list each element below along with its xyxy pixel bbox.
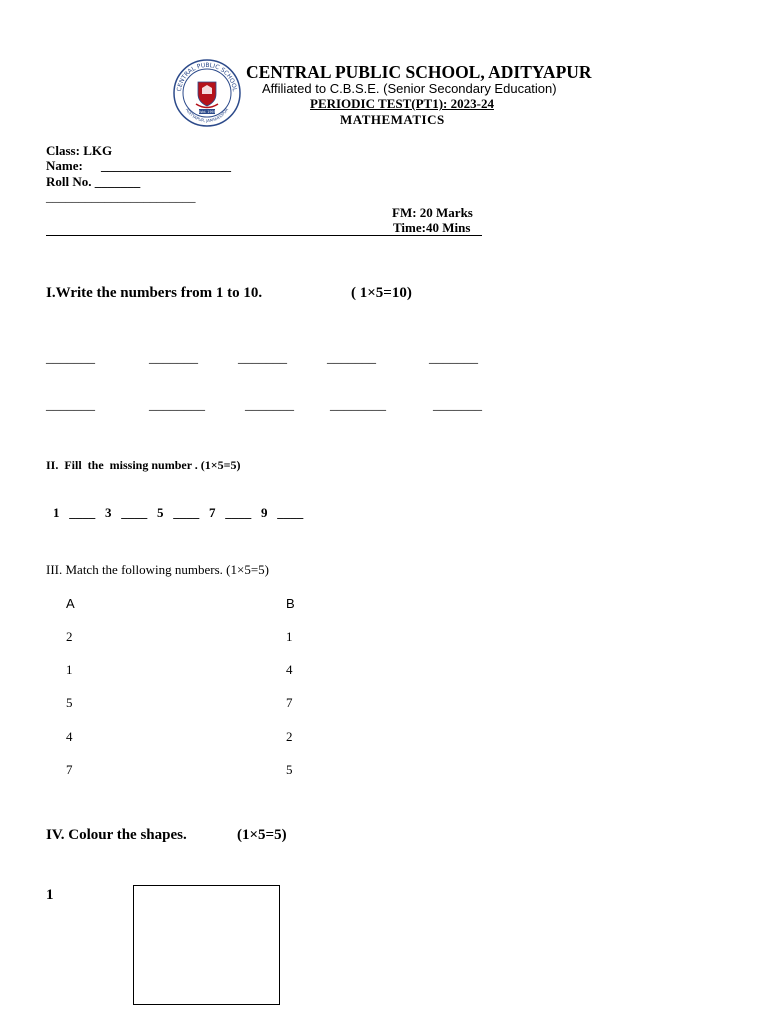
q1-title: I.Write the numbers from 1 to 10. [46, 285, 263, 301]
name-label: Name: [46, 158, 83, 173]
school-name: CENTRAL PUBLIC SCHOOL, ADITYAPUR [246, 62, 592, 82]
q1-blank: _______ [46, 398, 95, 413]
q1-blank: ________ [330, 398, 386, 413]
q2-title: II. Fill the missing number . (1×5=5) [46, 458, 241, 472]
q1-blank: _______ [433, 398, 482, 413]
affiliation-text: Affiliated to C.B.S.E. (Senior Secondary Education) [262, 81, 557, 96]
logo-year-text: Estd. 1993 [198, 110, 216, 114]
school-crest-icon [172, 58, 242, 128]
q1-blank: _______ [245, 398, 294, 413]
q4-item-number: 1 [46, 887, 54, 903]
q3-title: III. Match the following numbers. (1×5=5) [46, 562, 269, 577]
q1-marks: ( 1×5=10) [351, 285, 412, 301]
match-item-a: 7 [66, 762, 73, 777]
q1-blank: _______ [238, 351, 287, 366]
match-item-a: 5 [66, 695, 73, 710]
match-item-b: 1 [286, 629, 293, 644]
q2-number-sequence: 1 ____ 3 ____ 5 ____ 7 ____ 9 ____ [53, 505, 304, 520]
match-item-b: 5 [286, 762, 293, 777]
square-shape-outline [133, 885, 280, 1005]
extra-blank-line: _______________________ [46, 189, 196, 204]
q1-blank: _______ [327, 351, 376, 366]
q1-blank: _______ [149, 351, 198, 366]
match-item-a: 2 [66, 629, 73, 644]
q4-title: IV. Colour the shapes. [46, 827, 187, 843]
match-item-b: 4 [286, 662, 293, 677]
q1-blank: _______ [429, 351, 478, 366]
match-column-b-header: B [286, 596, 295, 611]
roll-number-label: Roll No. _______ [46, 174, 141, 189]
time-allowed: Time:40 Mins [393, 220, 471, 235]
match-item-a: 4 [66, 729, 73, 744]
logo-ring-text: CENTRAL PUBLIC SCHOOL [175, 61, 238, 92]
match-item-b: 2 [286, 729, 293, 744]
logo-bottom-text: ADITYAPUR, JAMSHEDPUR [184, 107, 230, 124]
name-blank: ____________________ [101, 158, 231, 173]
full-marks: FM: 20 Marks [392, 205, 473, 220]
q1-blank: ________ [149, 398, 205, 413]
class-label: Class: LKG [46, 143, 113, 158]
match-item-a: 1 [66, 662, 73, 677]
subject-title: MATHEMATICS [340, 112, 445, 127]
q1-blank: _______ [46, 351, 95, 366]
match-item-b: 7 [286, 695, 293, 710]
test-name: PERIODIC TEST(PT1): 2023-24 [310, 96, 494, 111]
match-column-a-header: A [66, 596, 75, 611]
q4-marks: (1×5=5) [237, 827, 287, 843]
